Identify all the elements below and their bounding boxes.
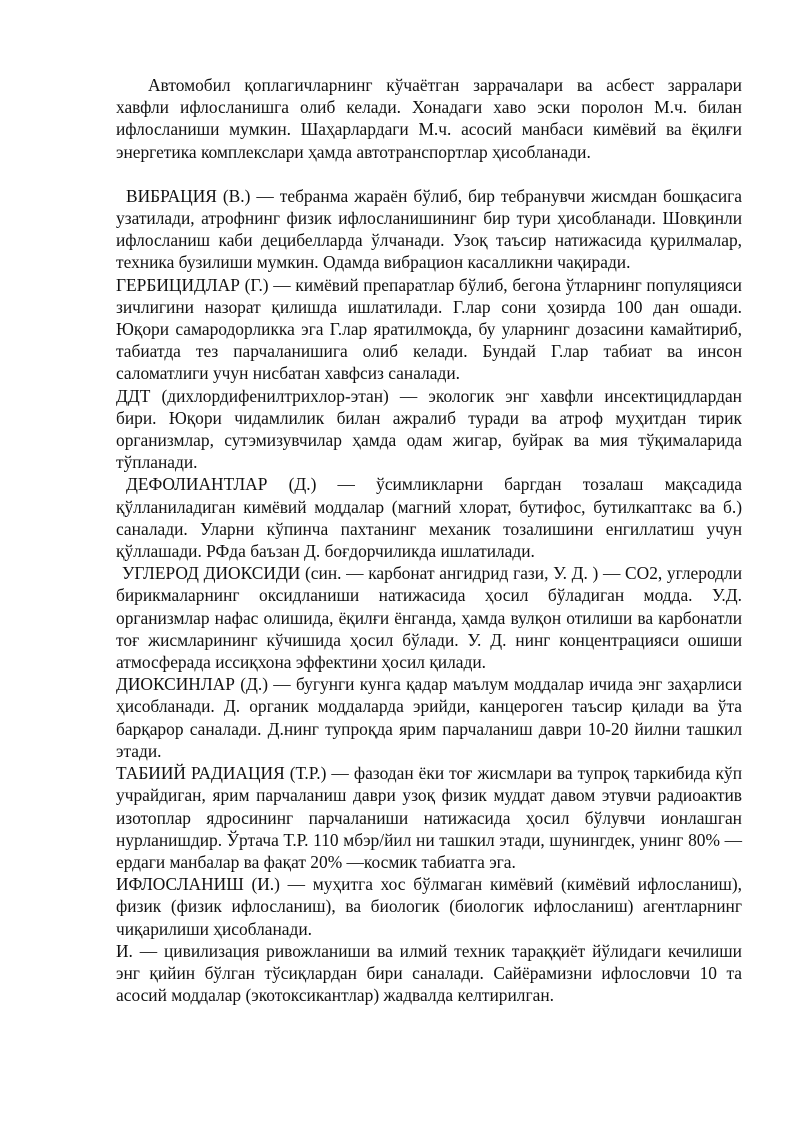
paragraph-pollution-note: И. — цивилизация ривожланиши ва илмий техник тараққиёт йўлидаги кечилиши энг қийин бўлган тўсиқлардан бири саналади. Сайёрамизни ифлословчи 10 та асосий моддалар (экотоксикантлар) жадвалда келтирилган. xyxy=(116,940,742,1006)
paragraph-ddt: ДДТ (дихлордифенилтрихлор-этан) — экологик энг хавфли инсектицидлардан бири. Юқори чидамлилик билан ажралиб туради ва атроф муҳитдан тирик организмлар, сутэмизувчилар ҳамда одам жигар, буйрак ва мия тўқималарида тўпланади. xyxy=(116,385,742,473)
paragraph-vibration: ВИБРАЦИЯ (В.) — тебранма жараён бўлиб, бир тебранувчи жисмдан бошқасига узатилади, атрофнинг физик ифлосланишининг бир тури ҳисобланади. Шовқинли ифлосланиш каби децибелларда ўлчанади. Узоқ таъсир натижасида қурилмалар, техника бузилиши мумкин. Одамда вибрацион касалликни чақиради. xyxy=(116,185,742,273)
paragraph-herbicides: ГЕРБИЦИДЛАР (Г.) — кимёвий препаратлар бўлиб, бегона ўтларнинг популяцияси зичлигини назорат қилишда ишлатилади. Г.лар сони ҳозирда 100 дан ошади. Юқори самародорликка эга Г.лар яратилмоқда, бу уларнинг дозасини камайтириб, табиатда тез парчаланишига олиб келади. Бундай Г.лар табиат ва инсон саломатлиги учун нисбатан хавфсиз саналади. xyxy=(116,274,742,384)
paragraph-natural-radiation: ТАБИИЙ РАДИАЦИЯ (Т.Р.) — фазодан ёки тоғ жисмлари ва тупроқ таркибида кўп учрайдиган, ярим парчаланиш даври узоқ физик муддат давом этувчи радиоактив изотоплар ядросининг парчаланиши натижасида ҳосил бўлувчи ионлашган нурланишдир. Ўртача Т.Р. 110 мбэр/йил ни ташкил этади, шунингдек, унинг 80% — ердаги манбалар ва фақат 20% —космик табиатга эга. xyxy=(116,763,742,872)
paragraph-gap xyxy=(116,163,742,185)
paragraph-pollution: ИФЛОСЛАНИШ (И.) — муҳитга хос бўлмаган кимёвий (кимёвий ифлосланиш), физик (физик ифлосланиш), ва биологик (биологик ифлосланиш) агентларнинг чиқарилиши ҳисобланади. xyxy=(116,874,742,939)
paragraph-carbon-dioxide: УГЛЕРОД ДИОКСИДИ (син. — карбонат ангидрид гази, У. Д. ) — CO2, углеродли бирикмаларнинг оксидланиши натижасида ҳосил бўладиган модда. У.Д. организмлар нафас олишида, ёқилғи ёнганда, ҳамда вулқон отилиши ва карбонатли тоғ жисмларининг кўчишида ҳосил бўлади. У. Д. нинг концентрацияси ошиши атмосферада иссиқхона эффектини ҳосил қилади. xyxy=(116,563,742,673)
document-page xyxy=(116,74,742,1006)
paragraph-dioxins: ДИОКСИНЛАР (Д.) — бугунги кунга қадар маълум моддалар ичида энг заҳарлиси ҳисобланади. Д. органик моддаларда эрийди, канцероген таъсир қилади ва ўта барқарор саналади. Д.нинг тупроқда ярим парчаланиш даври 10-20 йилни ташкил этади. xyxy=(116,674,742,761)
paragraph-intro: Автомобил қоплагичларнинг кўчаётган заррачалари ва асбест зарралари хавфли ифлосланишга олиб келади. Хонадаги хаво эски поролон М.ч. билан ифлосланиши мумкин. Шаҳарлардаги М.ч. асосий манбаси кимёвий ва ёқилғи энергетика комплекслари ҳамда автотранспортлар ҳисобланади. xyxy=(116,75,742,162)
paragraph-defoliants: ДЕФОЛИАНТЛАР (Д.) — ўсимликларни баргдан тозалаш мақсадида қўлланиладиган кимёвий моддалар (магний хлорат, бутифос, бутилкаптакс ва б.) саналади. Уларни кўпинча пахтанинг механик тозалишини енгиллатиш учун қўллашади. РФда баъзан Д. боғдорчиликда ишлатилади. xyxy=(116,474,742,562)
